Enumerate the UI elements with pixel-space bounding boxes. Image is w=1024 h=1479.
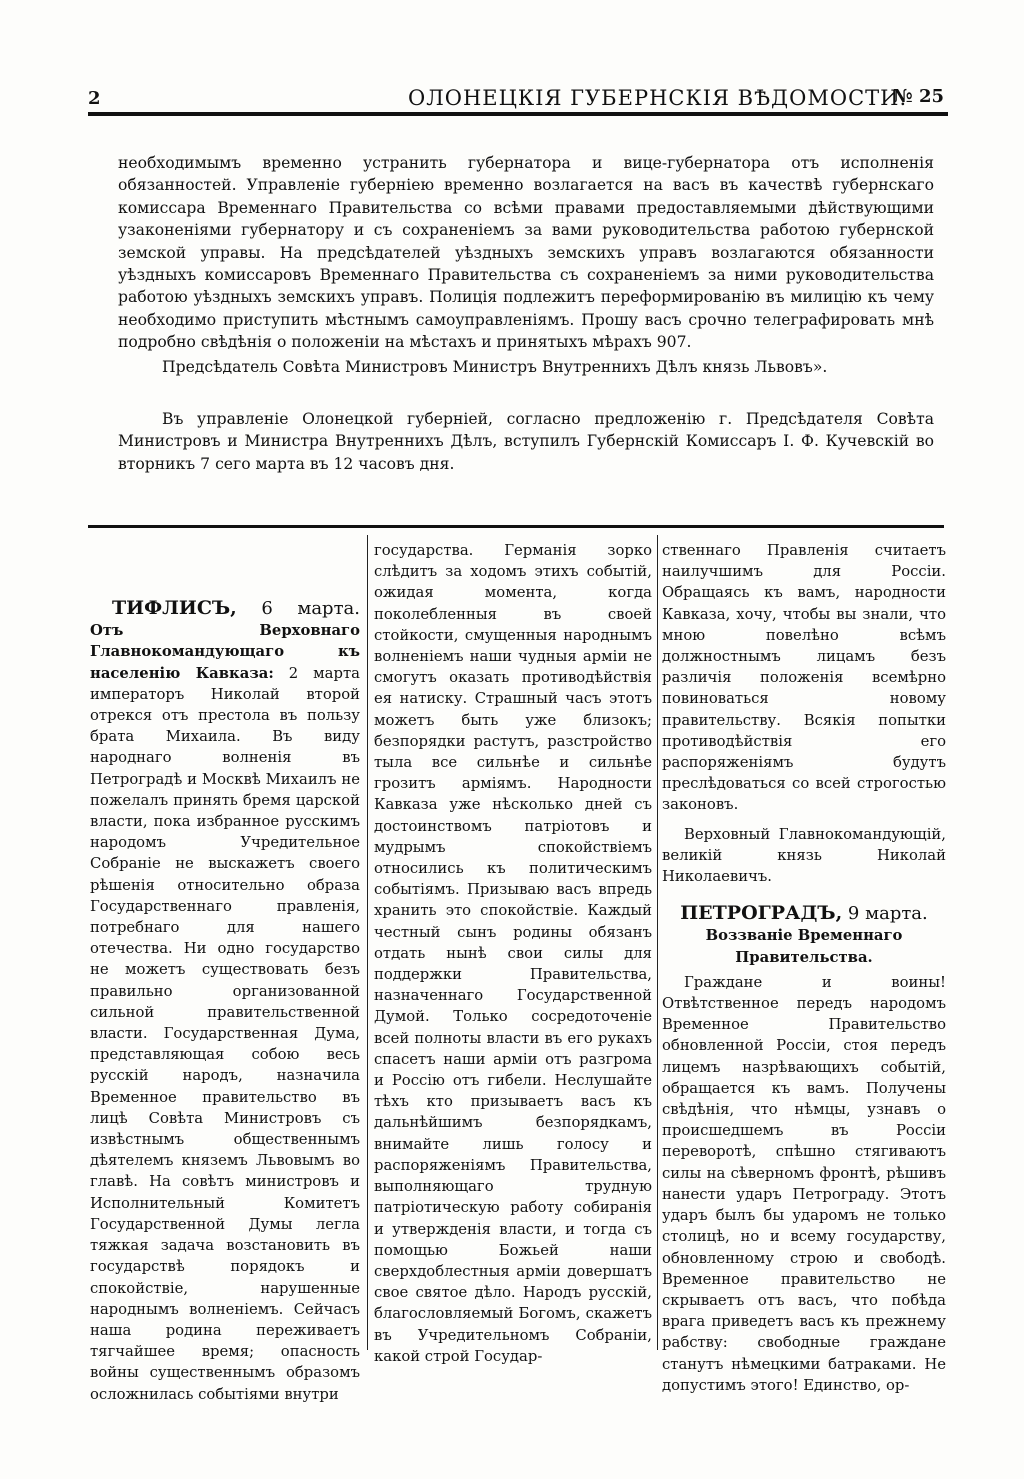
issue-number: № 25 [893, 86, 944, 107]
commissioner-note: Въ управленіе Олонецкой губерніей, согласно предложенію г. Предсѣдателя Совѣта Министровъ и Министра Внутреннихъ Дѣлъ, вступилъ Губернскій Комиссаръ І. Ф. Кучевскій во вторникъ 7 сего марта въ 12 часовъ дня. [118, 410, 934, 473]
lead-tiflis: Отъ Верховнаго Главнокомандующаго къ населенію Кавказа: [90, 622, 360, 682]
dateline-tiflis [112, 598, 360, 619]
column-1 [90, 598, 360, 1405]
date-tiflis: 6 марта. [261, 598, 360, 619]
dateline-petrograd [680, 903, 928, 924]
proclamation-heading: Воззваніе Временнаго Правительства. [705, 927, 903, 966]
proclamation-text: Граждане и воины! Отвѣтственное передъ народомъ Временное Правительство обновленной Россіи, стоя передъ лицемъ назрѣвающихъ событій, обращается къ вамъ. Получены свѣдѣнія, что нѣмцы, узнавъ о происшедшемъ въ Россіи переворотѣ, спѣшно стягиваютъ силы на сѣверномъ фронтѣ, рѣшивъ нанести ударъ Петрограду. Этотъ ударъ былъ бы ударомъ не только столицѣ, но и всему государству, обновленному строю и свободѣ. Временное правительство не скрываетъ отъ васъ, что побѣда врага приведетъ васъ къ прежнему рабству: свободные граждане станутъ нѣмецкими батраками. Не допустимъ этого! Единство, ор- [662, 973, 946, 1394]
text-column-2: государства. Германія зорко слѣдитъ за ходомъ этихъ событій, ожидая момента, когда поколебленныя въ своей стойкости, смущенныя народнымъ волненіемъ наши чудныя арміи не смогутъ оказать противодѣйствія ея натиску. Страшный часъ этотъ можетъ быть уже близокъ; безпорядки растутъ, разстройство тыла все сильнѣе и сильнѣе грозитъ арміямъ. Народности Кавказа уже нѣсколько дней съ достоинствомъ патріотовъ и мудрымъ спокойствіемъ относились къ политическимъ событіямъ. Призываю васъ впредь хранить это спокойствіе. Каждый честный сынъ родины обязанъ отдать нынѣ свои силы для поддержки Правительства, назначеннаго Государственной Думой. Только сосредоточеніе всей полноты власти въ его рукахъ спасетъ наши арміи отъ разгрома и Россію отъ гибели. Неслушайте тѣхъ кто призываетъ васъ къ дальнѣйшимъ безпорядкамъ, внимайте лишь голосу и распоряженіямъ Правительства, выполняющаго трудную патріотическую работу собиранія и утвержденія власти, и тогда съ помощью Божьей наши сверхдоблестныя арміи довершатъ свое святое дѣло. Народъ русскій, благословляемый Богомъ, скажетъ въ Учредительномъ Собраніи, какой строй Государ- [374, 542, 652, 1365]
header-rule [88, 112, 948, 116]
city-petrograd: ПЕТРОГРАДЪ, [680, 902, 843, 925]
text-tiflis: 2 марта императоръ Николай второй отрекся отъ престола въ пользу брата Михаила. Въ виду народнаго волненія въ Петроградѣ и Москвѣ Михаилъ не пожелалъ принять бремя царской власти, пока избранное русскимъ народомъ Учредительное Собраніе не выскажетъ своего рѣшенія относительно образа Государственнаго правленія, потребнаго для нашего отечества. Ни одно государство не можетъ существовать безъ правильно организованной сильной правительственной власти. Государственная Дума, представляющая собою весь русскій народъ, назначила Временное правительство въ лицѣ Совѣта Министровъ съ извѣстнымъ общественнымъ дѣятелемъ княземъ Львовымъ во главѣ. На совѣтъ министровъ и Исполнительный Комитетъ Государственной Думы легла тяжкая задача возстановить въ государствѣ порядокъ и спокойствіе, нарушенные народнымъ волненіемъ. Сейчасъ наша родина переживаетъ тягчайшее время; опасность войны существеннымъ образомъ осложнилась событіями внутри [90, 664, 360, 1403]
column-rule-2 [657, 535, 658, 1350]
top-article [118, 152, 934, 475]
page-number: 2 [88, 88, 101, 109]
telegram-signature: Предсѣдатель Совѣта Министровъ Министръ Внутреннихъ Дѣлъ князь Львовъ». [162, 357, 828, 376]
date-petrograd: 9 марта. [847, 903, 928, 925]
section-divider [88, 525, 944, 528]
telegram-text: необходимымъ временно устранить губернатора и вице-губернатора отъ исполненія обязанностей. Управленіе губерніею временно возлагается на васъ въ качествѣ губернскаго комиссара Временнаго Правительства со всѣми правами предоставляемыми дѣйствующими узаконеніями губернатору и съ сохраненіемъ за вами руководительства работою губернской земской управы. На предсѣдателей уѣздныхъ земскихъ управъ возлагаются обязанности уѣздныхъ комиссаровъ Временнаго Правительства съ сохраненіемъ за ними руководительства работою уѣздныхъ земскихъ управъ. Полиція подлежитъ переформированію въ милицію къ чему необходимо приступить мѣстнымъ самоуправленіямъ. Прошу васъ срочно телеграфировать мнѣ подробно свѣдѣнія о положеніи на мѣстахъ и принятыхъ мѣрахъ 907. [118, 154, 934, 352]
column-rule-1 [367, 535, 368, 1350]
newspaper-title: ОЛОНЕЦКІЯ ГУБЕРНСКІЯ ВѢДОМОСТИ. [408, 86, 908, 110]
column-2 [374, 540, 652, 1367]
page-header [88, 82, 948, 118]
city-tiflis: ТИФЛИСЪ, [112, 597, 237, 619]
column-3 [662, 540, 946, 1396]
text-column-3: ственнаго Правленія считаетъ наилучшимъ для Россіи. Обращаясь къ вамъ, народности Кавказа, хочу, чтобы вы знали, что мною повелѣно всѣмъ должностнымъ лицамъ безъ различія положенія всемѣрно повиноваться новому правительству. Всякія попытки противодѣйствія его распоряженіямъ будутъ преслѣдоваться со всей строгостью законовъ. [662, 542, 946, 814]
signature-grand-duke: Верховный Главнокомандующій, великій князь Николай Николаевичъ. [662, 825, 946, 886]
